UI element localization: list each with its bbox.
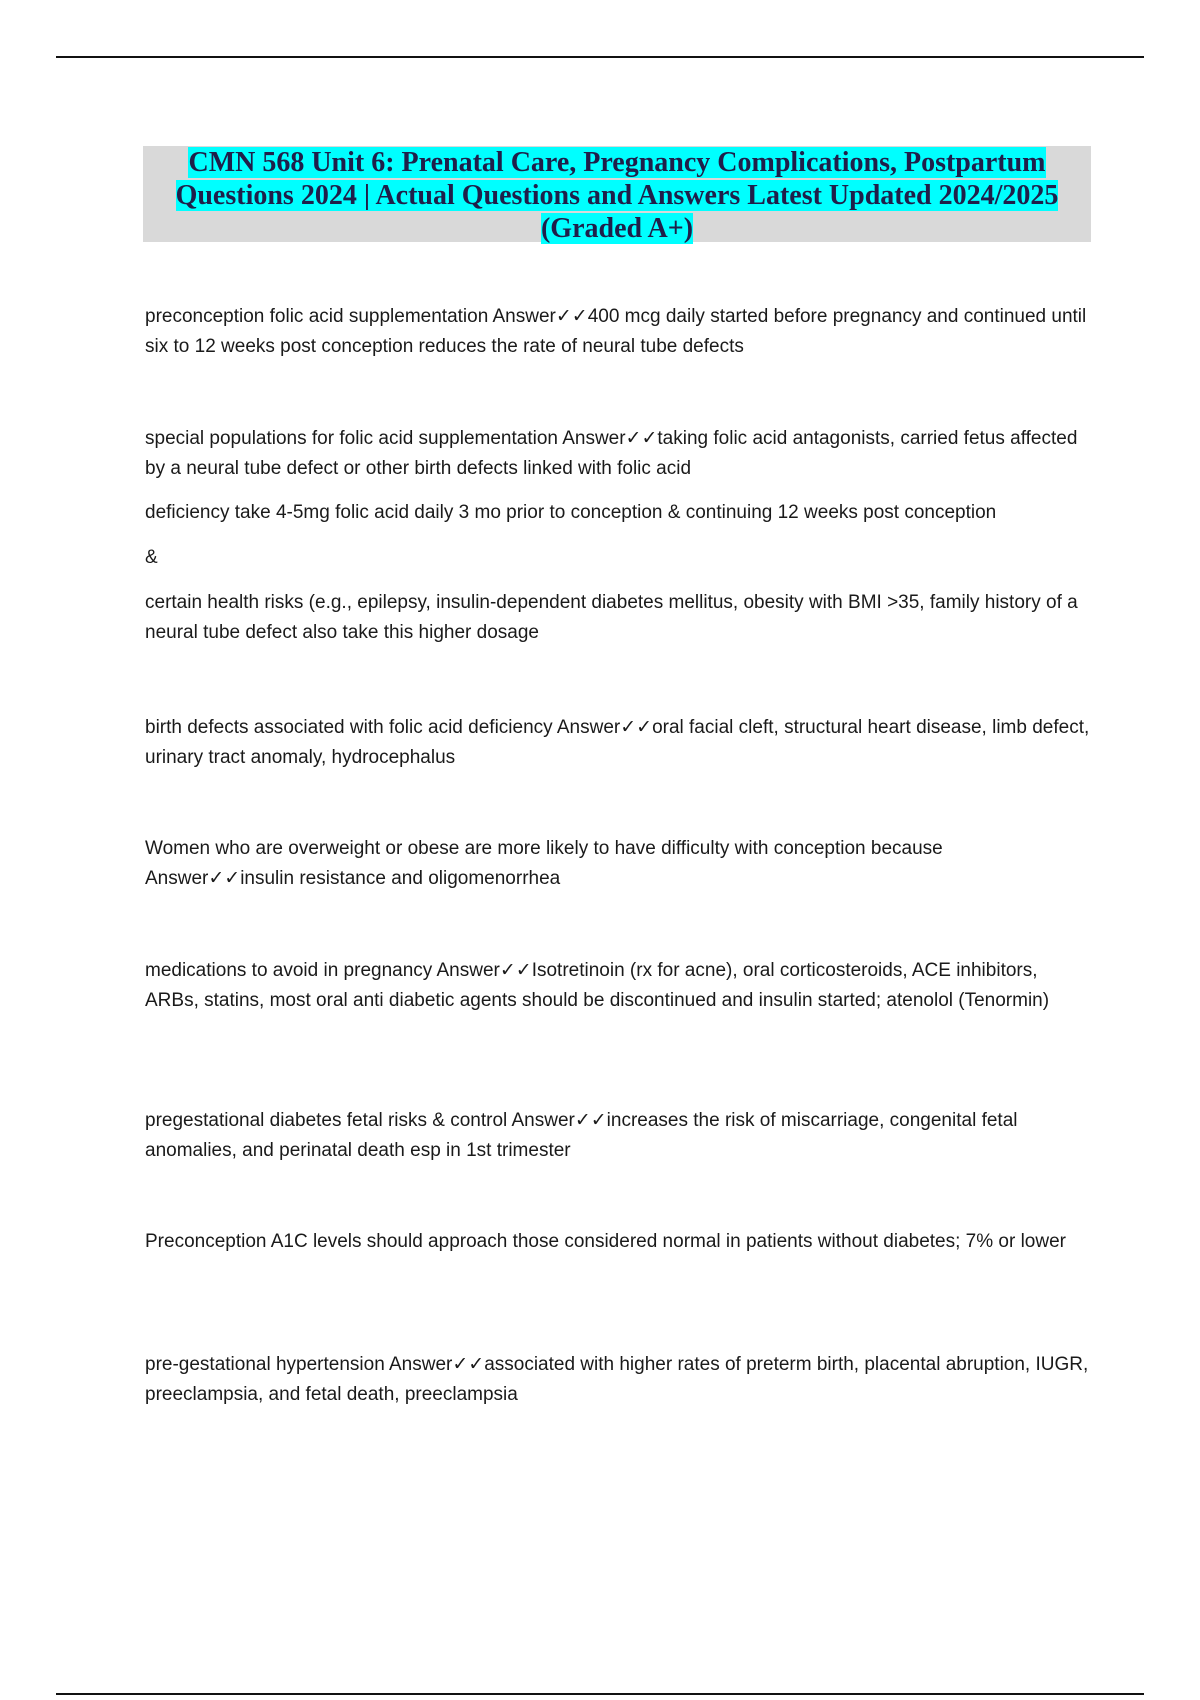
qa-item: pre-gestational hypertension Answer✓✓associated with higher rates of preterm birth, placental abruption, IUGR, preeclampsia, and fetal death, preeclampsia — [145, 1354, 1089, 1405]
qa-item: Preconception A1C levels should approach those considered normal in patients without diabetes; 7% or lower — [145, 1231, 1066, 1252]
qa-item-continuation: certain health risks (e.g., epilepsy, insulin-dependent diabetes mellitus, obesity with BMI >35, family history of a neural tube defect also take this higher dosage — [145, 592, 1078, 643]
qa-item-text: special populations for folic acid supplementation Answer✓✓taking folic acid antagonists, carried fetus affected by a neural tube defect or other birth defects linked with folic acid — [145, 428, 1078, 479]
bottom-rule — [56, 1693, 1144, 1695]
document-title — [143, 146, 1091, 245]
title-line-2: Questions 2024 | Actual Questions and Answers Latest Updated 2024/2025 — [175, 180, 1059, 211]
title-banner — [143, 146, 1091, 242]
qa-item: pregestational diabetes fetal risks & control Answer✓✓increases the risk of miscarriage, congenital fetal anomalies, and perinatal death esp in 1st trimester — [145, 1110, 1018, 1161]
qa-item-continuation: deficiency take 4-5mg folic acid daily 3 mo prior to conception & continuing 12 weeks post conception — [145, 502, 997, 523]
qa-item: Women who are overweight or obese are more likely to have difficulty with conception because Answer✓✓insulin resistance and oligomenorrhea — [145, 838, 943, 889]
qa-item — [145, 424, 1095, 648]
title-line-1: CMN 568 Unit 6: Prenatal Care, Pregnancy Complications, Postpartum — [188, 147, 1046, 178]
qa-item: birth defects associated with folic acid deficiency Answer✓✓oral facial cleft, structural heart disease, limb defect, urinary tract anomaly, hydrocephalus — [145, 717, 1090, 768]
qa-item: medications to avoid in pregnancy Answer✓✓Isotretinoin (rx for acne), oral corticosteroids, ACE inhibitors, ARBs, statins, most oral anti diabetic agents should be discontinued and insulin started; atenolol (Tenormin) — [145, 960, 1050, 1011]
top-rule — [56, 56, 1144, 58]
qa-item-continuation: & — [145, 547, 158, 568]
title-line-3: (Graded A+) — [540, 213, 694, 244]
qa-item: preconception folic acid supplementation Answer✓✓400 mcg daily started before pregnancy and continued until six to 12 weeks post conception reduces the rate of neural tube defects — [145, 306, 1087, 357]
